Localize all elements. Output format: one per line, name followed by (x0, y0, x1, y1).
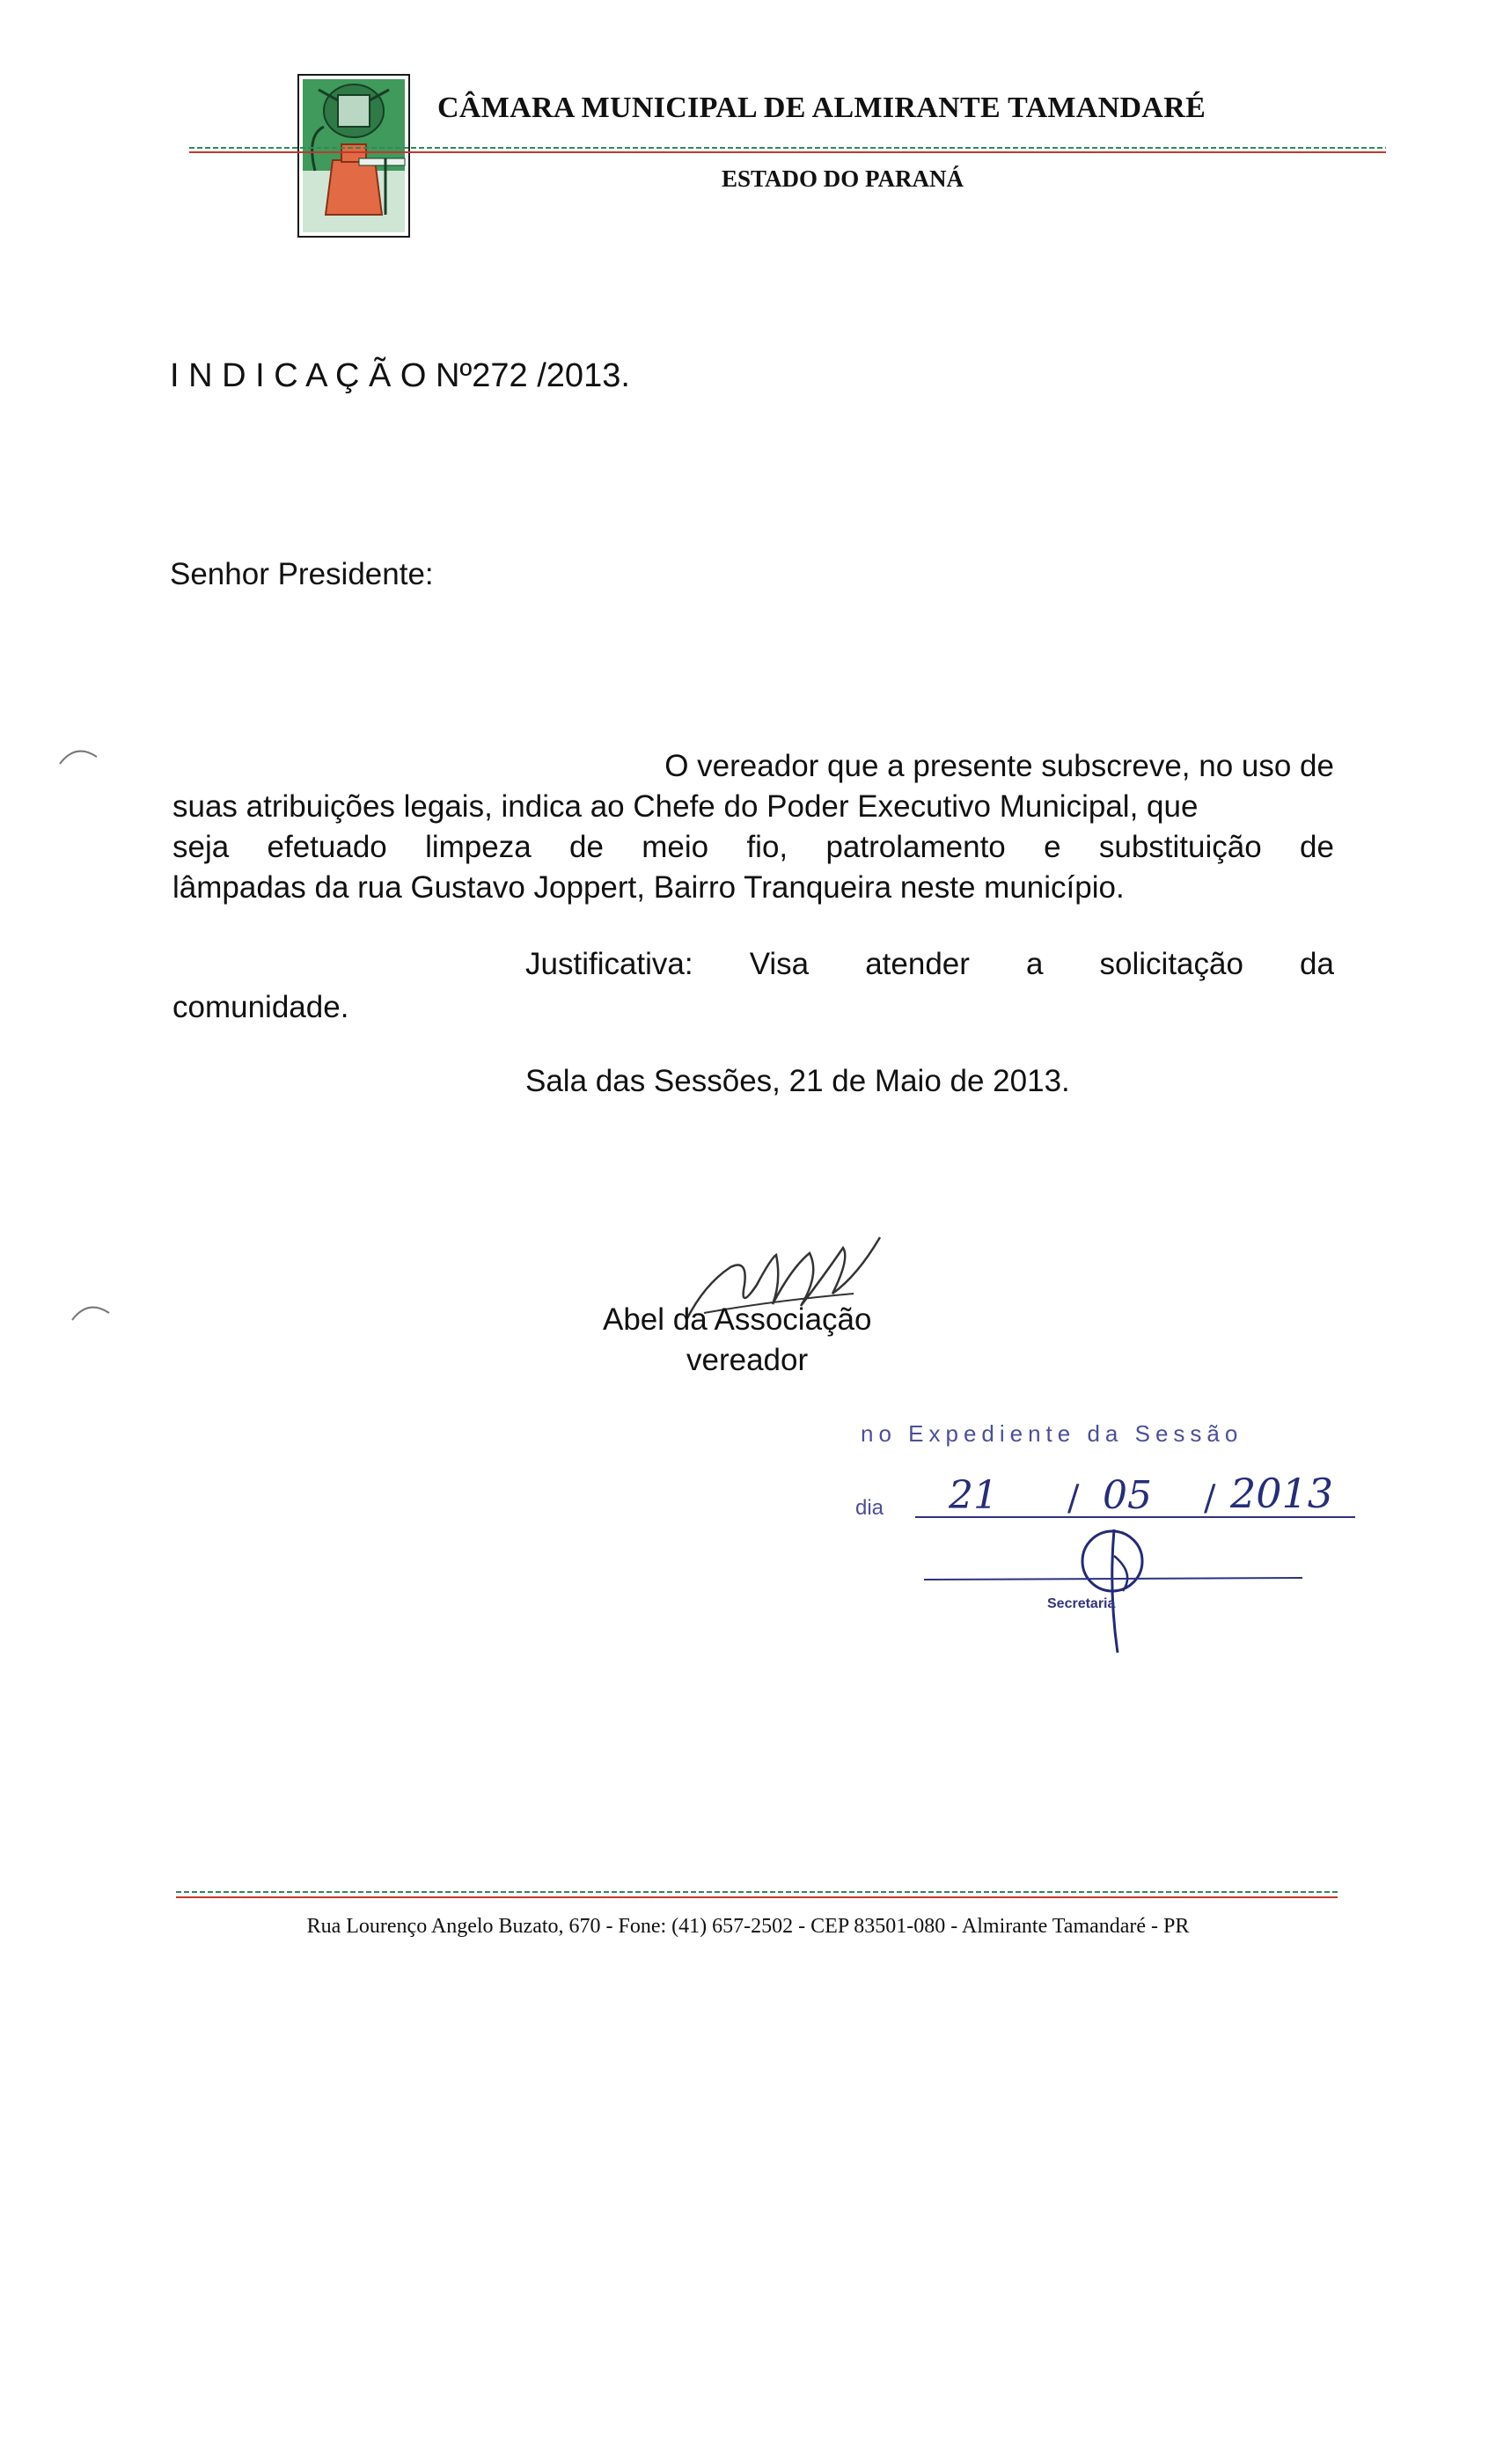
coat-of-arms-icon (297, 74, 410, 238)
justification-word: a (1026, 947, 1044, 981)
document-number: I N D I C A Ç Ã O Nº272 /2013. (170, 357, 630, 394)
justification-word: Visa (749, 947, 810, 981)
punch-mark (56, 741, 100, 767)
paragraph-word: de (569, 830, 604, 864)
header-divider (189, 146, 1386, 155)
justification-word: da (1300, 947, 1334, 981)
salutation: Senhor Presidente: (170, 557, 434, 591)
punch-mark (69, 1297, 113, 1324)
initials-signature (1065, 1521, 1170, 1661)
paragraph-word: substituição (1098, 830, 1262, 864)
signer-name: Abel da Associação (603, 1302, 872, 1337)
paragraph-line (172, 868, 1334, 908)
paragraph-line (172, 746, 1334, 787)
state-name: ESTADO DO PARANÁ (722, 165, 964, 192)
signer-role: vereador (686, 1343, 809, 1377)
stamp-year-value: 2013 (1230, 1470, 1334, 1517)
footer-address: Rua Lourenço Angelo Buzato, 670 - Fone: (41) 657-2502 - CEP 83501-080 - Almirante Tamandaré - PR (306, 1915, 1190, 1938)
paragraph-word: patrolamento (825, 830, 1006, 864)
paragraph-text: O vereador que a presente subscreve, no uso de (664, 749, 1334, 783)
justification-continuation: comunidade. (172, 990, 349, 1024)
place-date: Sala das Sessões, 21 de Maio de 2013. (525, 1064, 1070, 1098)
justification-word: atender (865, 947, 970, 981)
stamp-day-label: dia (855, 1496, 884, 1520)
stamp-month-value: 05 (1103, 1473, 1152, 1518)
paragraph-word: meio (642, 830, 709, 864)
paragraph-line (172, 787, 1334, 827)
chamber-name: CÂMARA MUNICIPAL DE ALMIRANTE TAMANDARÉ (437, 92, 1206, 124)
paragraph-word: seja (172, 830, 230, 864)
paragraph-word: e (1044, 830, 1061, 864)
paragraph-word: de (1300, 830, 1334, 864)
stamp-signature-line (924, 1575, 1302, 1584)
date-separator: / (1067, 1478, 1080, 1519)
paragraph-word: limpeza (425, 830, 532, 864)
date-separator: / (1204, 1478, 1216, 1519)
stamp-secretaria-label: Secretaria (1047, 1596, 1116, 1611)
stamp-session-text: no Expediente da Sessão (861, 1420, 1243, 1447)
paragraph-word: fio, (746, 830, 788, 864)
justification-line (525, 944, 1334, 985)
stamp-day-value: 21 (949, 1473, 998, 1518)
justification-word: solicitação (1099, 947, 1243, 981)
paragraph-line (172, 827, 1334, 868)
body-paragraph (172, 746, 1334, 908)
paragraph-word: efetuado (267, 830, 387, 864)
paragraph-text: lâmpadas da rua Gustavo Joppert, Bairro Tranqueira neste município. (172, 870, 1125, 905)
paragraph-text: suas atribuições legais, indica ao Chefe do Poder Executivo Municipal, que (172, 789, 1199, 824)
footer-divider (176, 1890, 1338, 1901)
justification-label: Justificativa: (525, 947, 693, 981)
